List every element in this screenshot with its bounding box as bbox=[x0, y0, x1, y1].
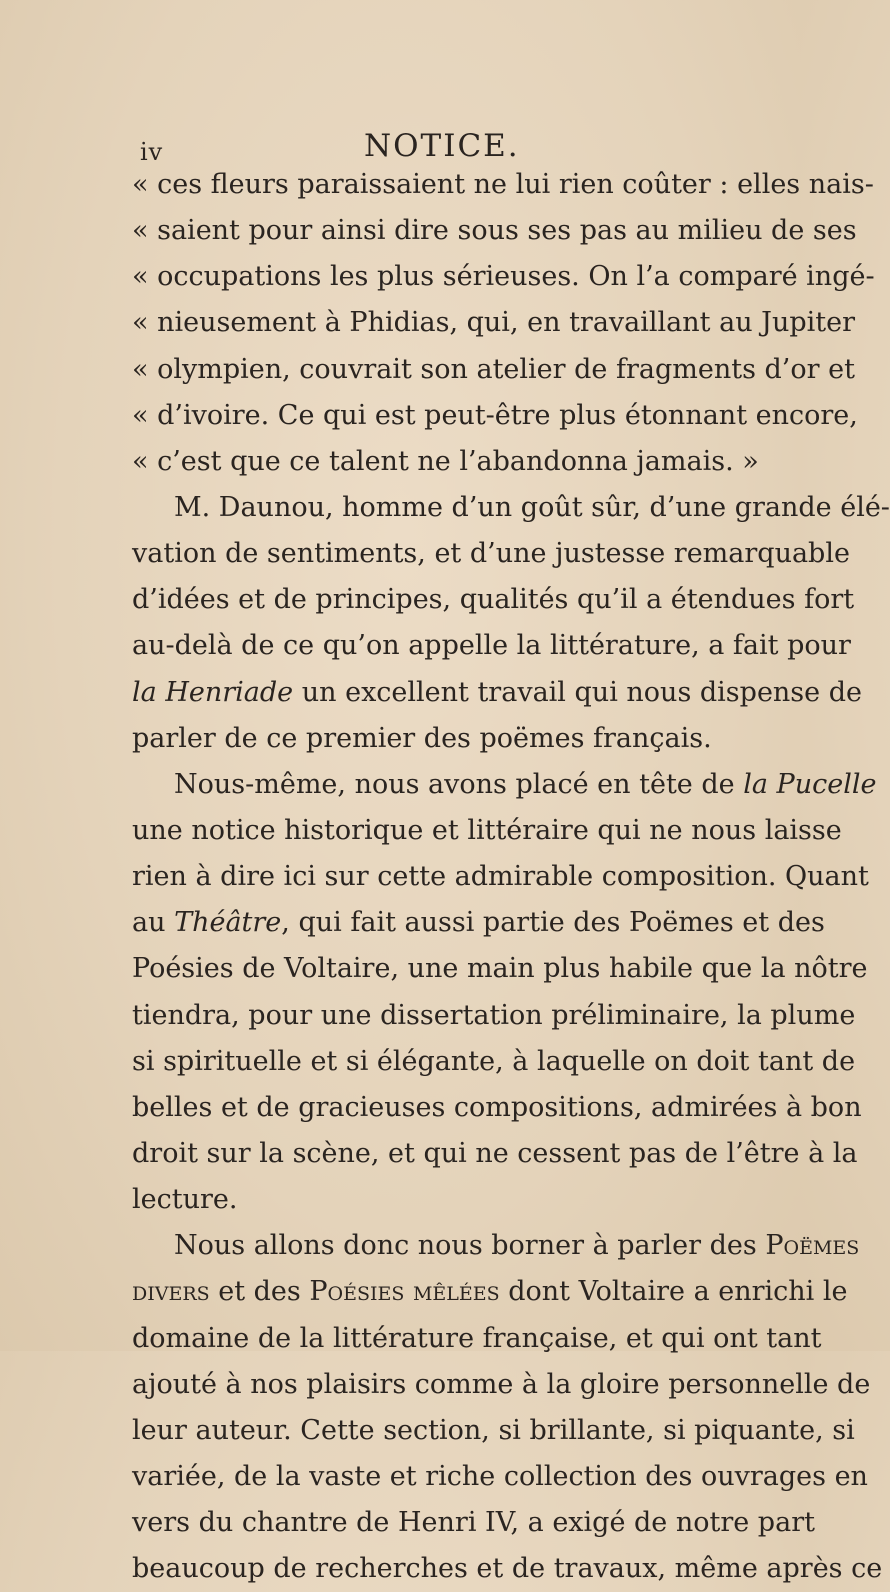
text-line: « ces fleurs paraissaient ne lui rien coûter : elles nais- bbox=[132, 169, 874, 200]
text-line: parler de ce premier des poëmes français. bbox=[132, 722, 712, 754]
text-line: domaine de la littérature française, et qui ont tant bbox=[132, 1322, 822, 1354]
text-line: au-delà de ce qu’on appelle la littérature, a fait pour bbox=[132, 630, 851, 662]
text-line: « saient pour ainsi dire sous ses pas au milieu de ses bbox=[132, 215, 857, 247]
text-line: d’idées et de principes, qualités qu’il a étendues fort bbox=[132, 584, 855, 616]
text-line: ajouté à nos plaisirs comme à la gloire personnelle de bbox=[132, 1368, 871, 1400]
text-line: vation de sentiments, et d’une justesse remarquable bbox=[132, 538, 850, 570]
text-line bbox=[132, 670, 862, 716]
text-line: leur auteur. Cette section, si brillante, si piquante, si bbox=[132, 1414, 855, 1446]
italic-title: la Pucelle bbox=[743, 768, 877, 800]
text-line: beaucoup de recherches et de travaux, même après ce bbox=[132, 1553, 883, 1585]
text-run: au bbox=[132, 907, 175, 939]
text-line: vers du chantre de Henri IV, a exigé de notre part bbox=[132, 1507, 815, 1539]
text-line: variée, de la vaste et riche collection des ouvrages en bbox=[132, 1460, 868, 1492]
text-line: une notice historique et littéraire qui ne nous laisse bbox=[132, 814, 842, 846]
body-text bbox=[132, 162, 890, 1592]
paragraph-start-line bbox=[132, 762, 877, 808]
text-run: , qui fait aussi partie des Poëmes et des bbox=[281, 907, 825, 939]
text-line: « nieusement à Phidias, qui, en travaillant au Jupiter bbox=[132, 307, 856, 339]
small-caps-title: Poëmes bbox=[765, 1230, 860, 1262]
text-line: droit sur la scène, et qui ne cessent pas de l’être à la bbox=[132, 1137, 858, 1169]
text-line: tiendra, pour une dissertation préliminaire, la plume bbox=[132, 999, 856, 1031]
text-line: Poésies de Voltaire, une main plus habile que la nôtre bbox=[132, 953, 868, 985]
text-run: un excellent travail qui nous dispense de bbox=[293, 676, 862, 708]
text-line: belles et de gracieuses compositions, admirées à bon bbox=[132, 1091, 862, 1123]
text-run: Nous allons donc nous borner à parler des bbox=[174, 1230, 766, 1262]
text-line: « olympien, couvrait son atelier de fragments d’or et bbox=[132, 353, 855, 385]
paragraph-start-line: M. Daunou, homme d’un goût sûr, d’une grande élé- bbox=[174, 491, 890, 523]
italic-title: Théâtre bbox=[174, 907, 282, 939]
running-title: NOTICE. bbox=[364, 128, 520, 164]
page-number: iv bbox=[140, 138, 164, 166]
text-run: Nous-même, nous avons placé en tête de bbox=[174, 768, 744, 800]
small-caps-title: Poésies mêlées bbox=[309, 1276, 500, 1308]
italic-title: la Henriade bbox=[132, 676, 294, 708]
text-run: dont Voltaire a enrichi le bbox=[499, 1276, 848, 1308]
text-line: « d’ivoire. Ce qui est peut-être plus étonnant encore, bbox=[132, 399, 858, 431]
text-line: si spirituelle et si élégante, à laquelle on doit tant de bbox=[132, 1045, 856, 1077]
text-line bbox=[132, 900, 825, 946]
text-line bbox=[132, 1269, 848, 1315]
text-line: lecture. bbox=[132, 1184, 238, 1216]
text-line: « occupations les plus sérieuses. On l’a comparé ingé- bbox=[132, 261, 875, 293]
paragraph-start-line bbox=[132, 1223, 860, 1269]
text-line: « c’est que ce talent ne l’abandonna jamais. » bbox=[132, 445, 759, 477]
small-caps-title: divers bbox=[132, 1276, 210, 1308]
text-line: rien à dire ici sur cette admirable composition. Quant bbox=[132, 861, 869, 893]
text-run: et des bbox=[209, 1276, 310, 1308]
